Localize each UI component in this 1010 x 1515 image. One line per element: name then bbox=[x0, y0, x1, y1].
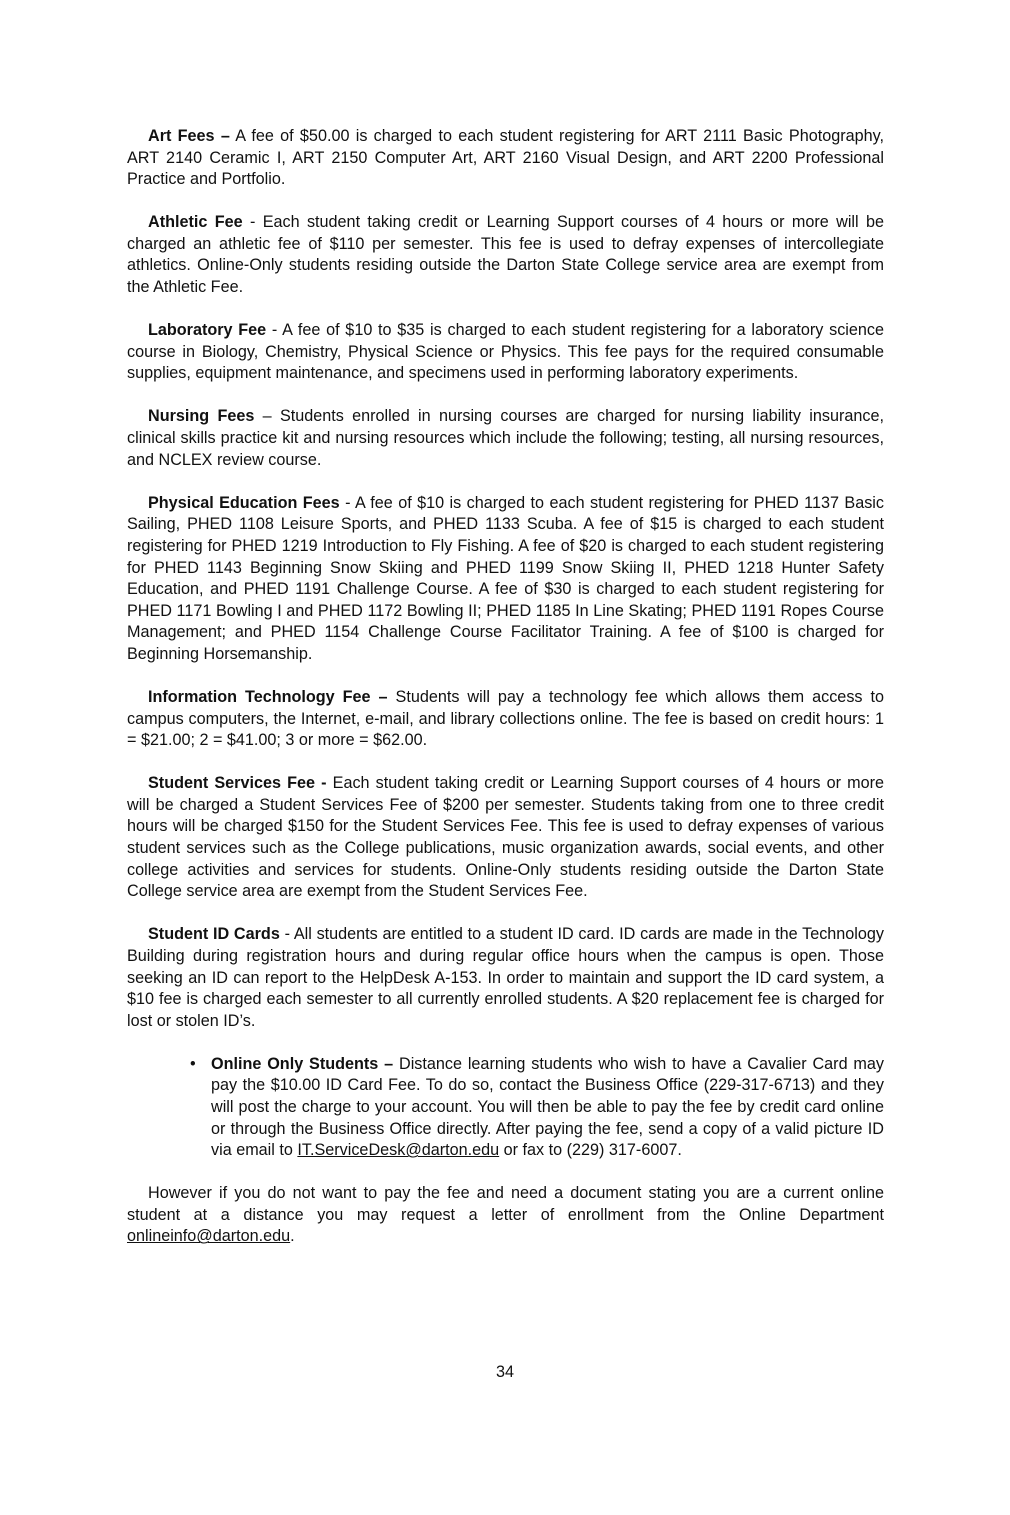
art-fees-paragraph bbox=[127, 126, 884, 191]
information-technology-fee-heading: Information Technology Fee – bbox=[148, 687, 388, 706]
information-technology-fee-paragraph bbox=[127, 687, 884, 752]
nursing-fees-heading: Nursing Fees bbox=[148, 407, 255, 426]
student-services-fee-text: Each student taking credit or Learning Support courses of 4 hours or more will be charged a Student Services Fee of $200 per semester. Students taking from one to three credit hours will be charged $150 for the Student Services Fee. This fee is used to defray expenses of various student services such as the College publications, music organization awards, social events, and other college activities and services for students. Online-Only students residing outside the Darton State College service area are exempt from the Student Services Fee. bbox=[127, 774, 884, 901]
laboratory-fee-paragraph bbox=[127, 320, 884, 385]
laboratory-fee-heading: Laboratory Fee bbox=[148, 321, 267, 340]
student-id-cards-heading: Student ID Cards bbox=[148, 925, 280, 944]
art-fees-text: A fee of $50.00 is charged to each student registering for ART 2111 Basic Photography, ART 2140 Ceramic I, ART 2150 Computer Art, ART 2160 Visual Design, and ART 2200 Professional Practice and Portfolio. bbox=[127, 127, 884, 189]
closing-tail: . bbox=[290, 1227, 295, 1246]
athletic-fee-heading: Athletic Fee bbox=[148, 213, 243, 232]
document-page bbox=[127, 126, 884, 1270]
closing-paragraph bbox=[127, 1183, 884, 1248]
online-only-students-item bbox=[190, 1054, 885, 1162]
nursing-fees-text: – Students enrolled in nursing courses are charged for nursing liability insurance, clinical skills practice kit and nursing resources which include the following; testing, all nursing resources, and NCLEX review course. bbox=[127, 407, 884, 469]
athletic-fee-text: - Each student taking credit or Learning Support courses of 4 hours or more will be charged an athletic fee of $110 per semester. This fee is used to defray expenses of intercollegiate athletics. Online-Only students residing outside the Darton State College service area are exempt from the Athletic Fee. bbox=[127, 213, 884, 297]
laboratory-fee-text: - A fee of $10 to $35 is charged to each student registering for a laboratory science course in Biology, Chemistry, Physical Science or Physics. This fee pays for the required consumable supplies, equipment maintenance, and specimens used in performing laboratory experiments. bbox=[127, 321, 884, 383]
nursing-fees-paragraph bbox=[127, 406, 884, 471]
student-services-fee-paragraph bbox=[127, 773, 884, 903]
student-id-cards-paragraph bbox=[127, 924, 884, 1032]
information-technology-fee-text: Students will pay a technology fee which allows them access to campus computers, the Internet, e-mail, and library collections online. The fee is based on credit hours: 1 = $21.00; 2 = $41.00; 3 or more = $62.00. bbox=[127, 687, 884, 750]
online-only-students-text: Distance learning students who wish to have a Cavalier Card may pay the $10.00 ID Card Fee. To do so, contact the Business Office (229-317-6713) and they will post the charge to your account. You will then be able to pay the fee by credit card online or through the Business Office directly. After paying the fee, send a copy of a valid picture ID via email to bbox=[211, 1054, 885, 1160]
physical-education-fees-heading: Physical Education Fees bbox=[148, 493, 340, 512]
student-id-cards-text: - All students are entitled to a student ID card. ID cards are made in the Technology Building during registration hours and during regular office hours when the campus is open. Those seeking an ID can report to the HelpDesk A-153. In order to maintain and support the ID card system, a $10 fee is charged each semester to all currently enrolled students. A $20 replacement fee is charged for lost or stolen ID’s. bbox=[127, 925, 885, 1030]
onlineinfo-email-link[interactable]: onlineinfo@darton.edu bbox=[127, 1227, 291, 1246]
page-number: 34 bbox=[495, 1363, 514, 1381]
physical-education-fees-text: - A fee of $10 is charged to each student registering for PHED 1137 Basic Sailing, PHED 1108 Leisure Sports, and PHED 1133 Scuba. A fee of $15 is charged to each student registering for PHED 1219 Introduction to Fly Fishing. A fee of $20 is charged to each student registering for PHED 1143 Beginning Snow Skiing and PHED 1199 Snow Skiing II, PHED 1218 Hunter Safety Education, and PHED 1191 Challenge Course. A fee of $30 is charged to each student registering for PHED 1171 Bowling I and PHED 1172 Bowling II; PHED 1185 In Line Skating; PHED 1191 Ropes Course Management; and PHED 1154 Challenge Course Facilitator Training. A fee of $100 is charged for Beginning Horsemanship. bbox=[127, 493, 884, 663]
art-fees-heading: Art Fees – bbox=[148, 127, 230, 145]
closing-text: However if you do not want to pay the fee and need a document stating you are a current online student at a distance you may request a letter of enrollment from the Online Department bbox=[127, 1184, 884, 1224]
physical-education-fees-paragraph bbox=[127, 493, 884, 666]
athletic-fee-paragraph bbox=[127, 212, 884, 298]
online-only-bullet-list bbox=[127, 1054, 884, 1162]
bullet-dot-icon: • bbox=[190, 1054, 196, 1073]
it-servicedesk-email-link[interactable]: IT.ServiceDesk@darton.edu bbox=[297, 1141, 500, 1160]
online-only-students-heading: Online Only Students – bbox=[211, 1054, 394, 1073]
student-services-fee-heading: Student Services Fee - bbox=[148, 774, 327, 793]
online-only-students-tail: or fax to (229) 317-6007. bbox=[499, 1141, 682, 1160]
